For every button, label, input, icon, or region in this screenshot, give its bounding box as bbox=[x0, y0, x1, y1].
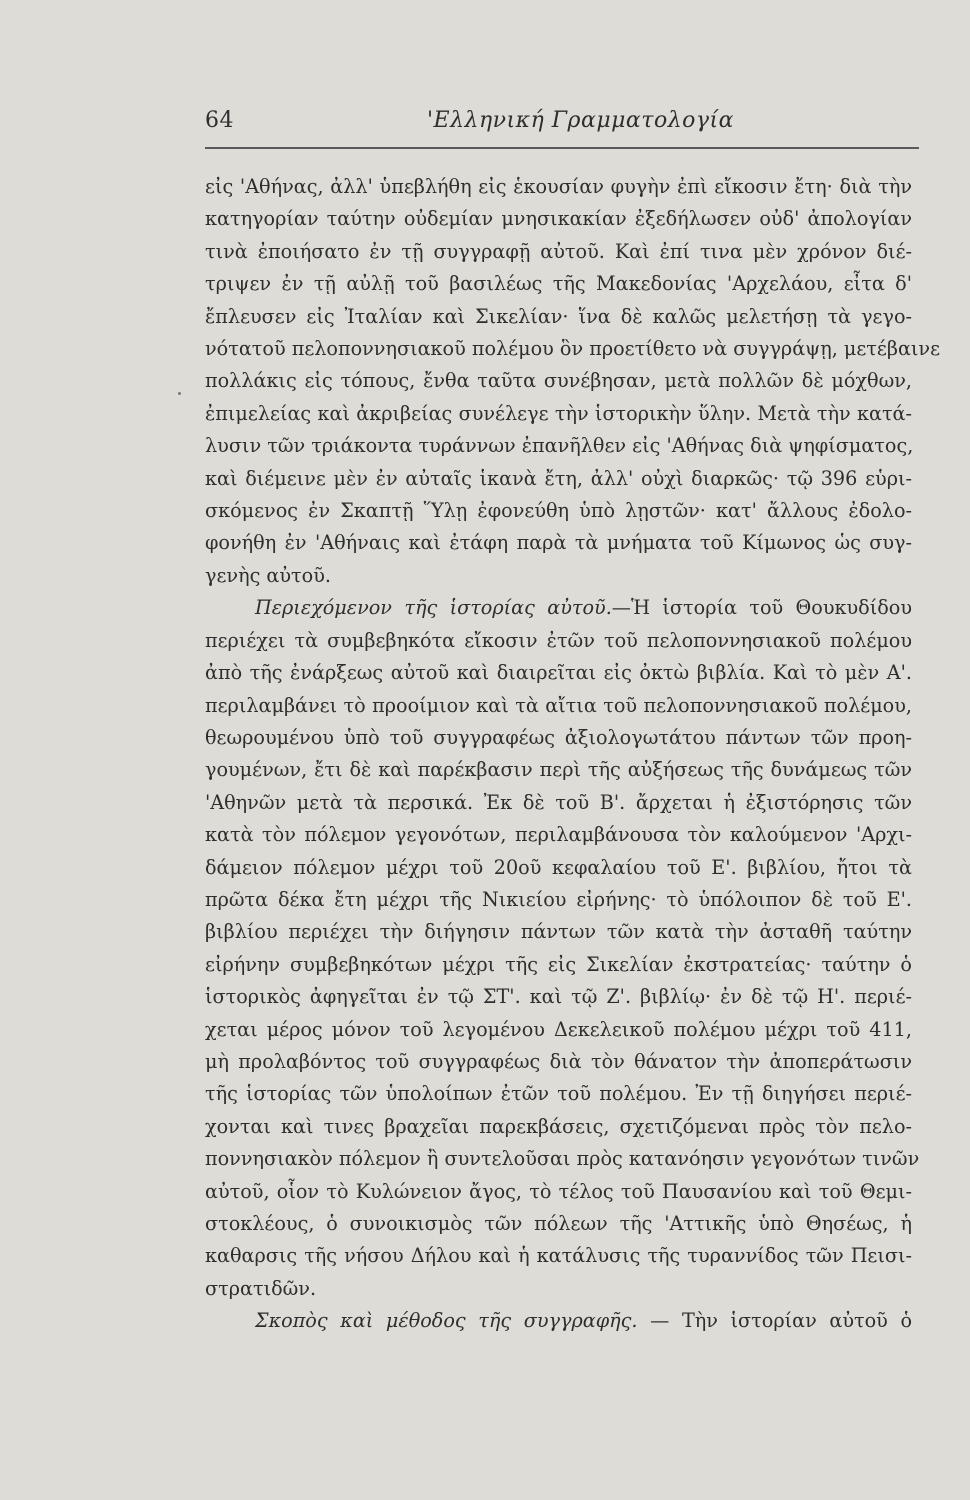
text-line: κατὰ τὸν πόλεμον γεγονότων, περιλαμβάνουσα τὸν καλούμενον 'Αρχι- bbox=[205, 823, 912, 847]
text-line: γενὴς αὐτοῦ. bbox=[205, 563, 331, 587]
text-line: στρατιδῶν. bbox=[205, 1276, 317, 1300]
text-line: στοκλέους, ὁ συνοικισμὸς τῶν πόλεων τῆς 'Αττικῆς ὑπὸ Θησέως, ἡ bbox=[205, 1212, 912, 1235]
margin-mark bbox=[178, 392, 181, 395]
text-line: περιέχει τὰ συμβεβηκότα εἴκοσιν ἐτῶν τοῦ πελοποννησιακοῦ πολέμου bbox=[205, 628, 912, 652]
text-line: τῆς ἱστορίας τῶν ὑπολοίπων ἐτῶν τοῦ πολέμου. Ἐν τῇ διηγήσει περιέ- bbox=[205, 1082, 912, 1106]
text-line: καὶ διέμεινε μὲν ἐν αὐταῖς ἱκανὰ ἔτη, ἀλλ' οὐχὶ διαρκῶς· τῷ 396 εὑρι- bbox=[205, 466, 912, 490]
paragraph-biography bbox=[205, 171, 941, 592]
text-line: ποννησιακὸν πόλεμον ἢ συντελοῦσαι πρὸς κατανόησιν γεγονότων τινῶν bbox=[205, 1147, 920, 1171]
page-number: 64 bbox=[205, 108, 234, 133]
text-line: θεωρουμένου ὑπὸ τοῦ συγγραφέως ἀξιολογωτάτου πάντων τῶν προη- bbox=[205, 725, 912, 749]
text-line: εἰς 'Αθήνας, ἀλλ' ὑπεβλήθη εἰς ἑκουσίαν φυγὴν ἐπὶ εἴκοσιν ἔτη· διὰ τὴν bbox=[205, 175, 912, 198]
running-title: 'Ελληνική Γραμματολογία bbox=[427, 108, 735, 133]
text-line: νότατοῦ πελοποννησιακοῦ πολέμου ὃν προετίθετο νὰ συγγράψῃ, μετέβαινε bbox=[205, 337, 941, 361]
page-header bbox=[205, 98, 917, 148]
text-line: σκόμενος ἐν Σκαπτῇ Ὕλῃ ἐφονεύθη ὑπὸ λῃστῶν· κατ' ἄλλους ἐδολο- bbox=[205, 499, 912, 523]
text-line: τριψεν ἐν τῇ αὐλῇ τοῦ βασιλέως τῆς Μακεδονίας 'Αρχελάου, εἶτα δ' bbox=[205, 272, 912, 296]
text-line: περιλαμβάνει τὸ προοίμιον καὶ τὰ αἴτια τοῦ πελοποννησιακοῦ πολέμου, bbox=[205, 693, 912, 717]
text-line: βιβλίου περιέχει τὴν διήγησιν πάντων τῶν κατὰ τὴν ἀσταθῆ ταύτην bbox=[205, 920, 912, 944]
text-line: ἱστορικὸς ἀφηγεῖται ἐν τῷ ΣΤ'. καὶ τῷ Ζ'. βιβλίῳ· ἐν δὲ τῷ Η'. περιέ- bbox=[205, 985, 912, 1009]
text-line: δάμειον πόλεμον μέχρι τοῦ 20οῦ κεφαλαίου τοῦ Ε'. βιβλίου, ἤτοι τὰ bbox=[205, 855, 912, 879]
section-heading: Σκοπὸς καὶ μέθοδος τῆς συγγραφῆς. bbox=[255, 1309, 638, 1333]
section-heading-line bbox=[205, 592, 912, 624]
text-line: ἐπιμελείας καὶ ἀκριβείας συνέλεγε τὴν ἱστορικὴν ὕλην. Μετὰ τὴν κατά- bbox=[205, 401, 912, 425]
text-line: ἔπλευσεν εἰς Ἰταλίαν καὶ Σικελίαν· ἵνα δὲ καλῶς μελετήσῃ τὰ γεγο- bbox=[205, 304, 912, 328]
text-line: αὐτοῦ, οἷον τὸ Κυλώνειον ἄγος, τὸ τέλος τοῦ Παυσανίου καὶ τοῦ Θεμι- bbox=[205, 1179, 912, 1203]
paragraph-purpose bbox=[205, 1305, 912, 1337]
text-line: χονται καὶ τινες βραχεῖαι παρεκβάσεις, σχετιζόμεναι πρὸς τὸν πελο- bbox=[205, 1114, 912, 1138]
text-line: μὴ προλαβόντος τοῦ συγγραφέως διὰ τὸν θάνατον τὴν ἀποπεράτωσιν bbox=[205, 1049, 912, 1073]
text-run: —Ἡ ἱστορία τοῦ Θουκυδίδου bbox=[611, 596, 912, 620]
text-line: τινὰ ἐποιήσατο ἐν τῇ συγγραφῇ αὐτοῦ. Καὶ ἐπί τινα μὲν χρόνον διέ- bbox=[205, 239, 912, 263]
text-line: φονήθη ἐν 'Αθήναις καὶ ἐτάφη παρὰ τὰ μνήματα τοῦ Κίμωνος ὡς συγ- bbox=[205, 531, 912, 555]
text-line: λυσιν τῶν τριάκοντα τυράννων ἐπανῆλθεν εἰς 'Αθήνας διὰ ψηφίσματος, bbox=[205, 434, 914, 458]
header-rule bbox=[205, 147, 919, 149]
text-line: πρῶτα δέκα ἔτη μέχρι τῆς Νικιείου εἰρήνης· τὸ ὑπόλοιπον δὲ τοῦ Ε'. bbox=[205, 887, 912, 911]
text-line: 'Αθηνῶν μετὰ τὰ περσικά. Ἐκ δὲ τοῦ Β'. ἄρχεται ἡ ἐξιστόρησις τῶν bbox=[205, 790, 912, 814]
text-line: κατηγορίαν ταύτην οὐδεμίαν μνησικακίαν ἐξεδήλωσεν οὐδ' ἀπολογίαν bbox=[205, 207, 912, 231]
text-line: εἰρήνην συμβεβηκότων μέχρι τῆς εἰς Σικελίαν ἐκστρατείας· ταύτην ὁ bbox=[205, 952, 912, 976]
text-line: ἀπὸ τῆς ἐνάρξεως αὐτοῦ καὶ διαιρεῖται εἰς ὀκτὼ βιβλία. Καὶ τὸ μὲν Α'. bbox=[205, 661, 912, 685]
section-heading-line bbox=[205, 1305, 912, 1337]
body-text bbox=[205, 171, 941, 1338]
text-run: — Τὴν ἱστορίαν αὐτοῦ ὁ bbox=[650, 1309, 913, 1333]
text-line: γουμένων, ἔτι δὲ καὶ παρέκβασιν περὶ τῆς αὐξήσεως τῆς δυνάμεως τῶν bbox=[205, 758, 912, 782]
text-line: χεται μέρος μόνον τοῦ λεγομένου Δεκελεικοῦ πολέμου μέχρι τοῦ 411, bbox=[205, 1017, 912, 1041]
text-line: καθαρσις τῆς νήσου Δήλου καὶ ἡ κατάλυσις τῆς τυραννίδος τῶν Πεισι- bbox=[205, 1244, 912, 1268]
section-heading: Περιεχόμενον τῆς ἱστορίας αὐτοῦ. bbox=[255, 596, 612, 620]
paragraph-contents bbox=[205, 592, 920, 1305]
text-line: πολλάκις εἰς τόπους, ἔνθα ταῦτα συνέβησαν, μετὰ πολλῶν δὲ μόχθων, bbox=[205, 369, 912, 393]
